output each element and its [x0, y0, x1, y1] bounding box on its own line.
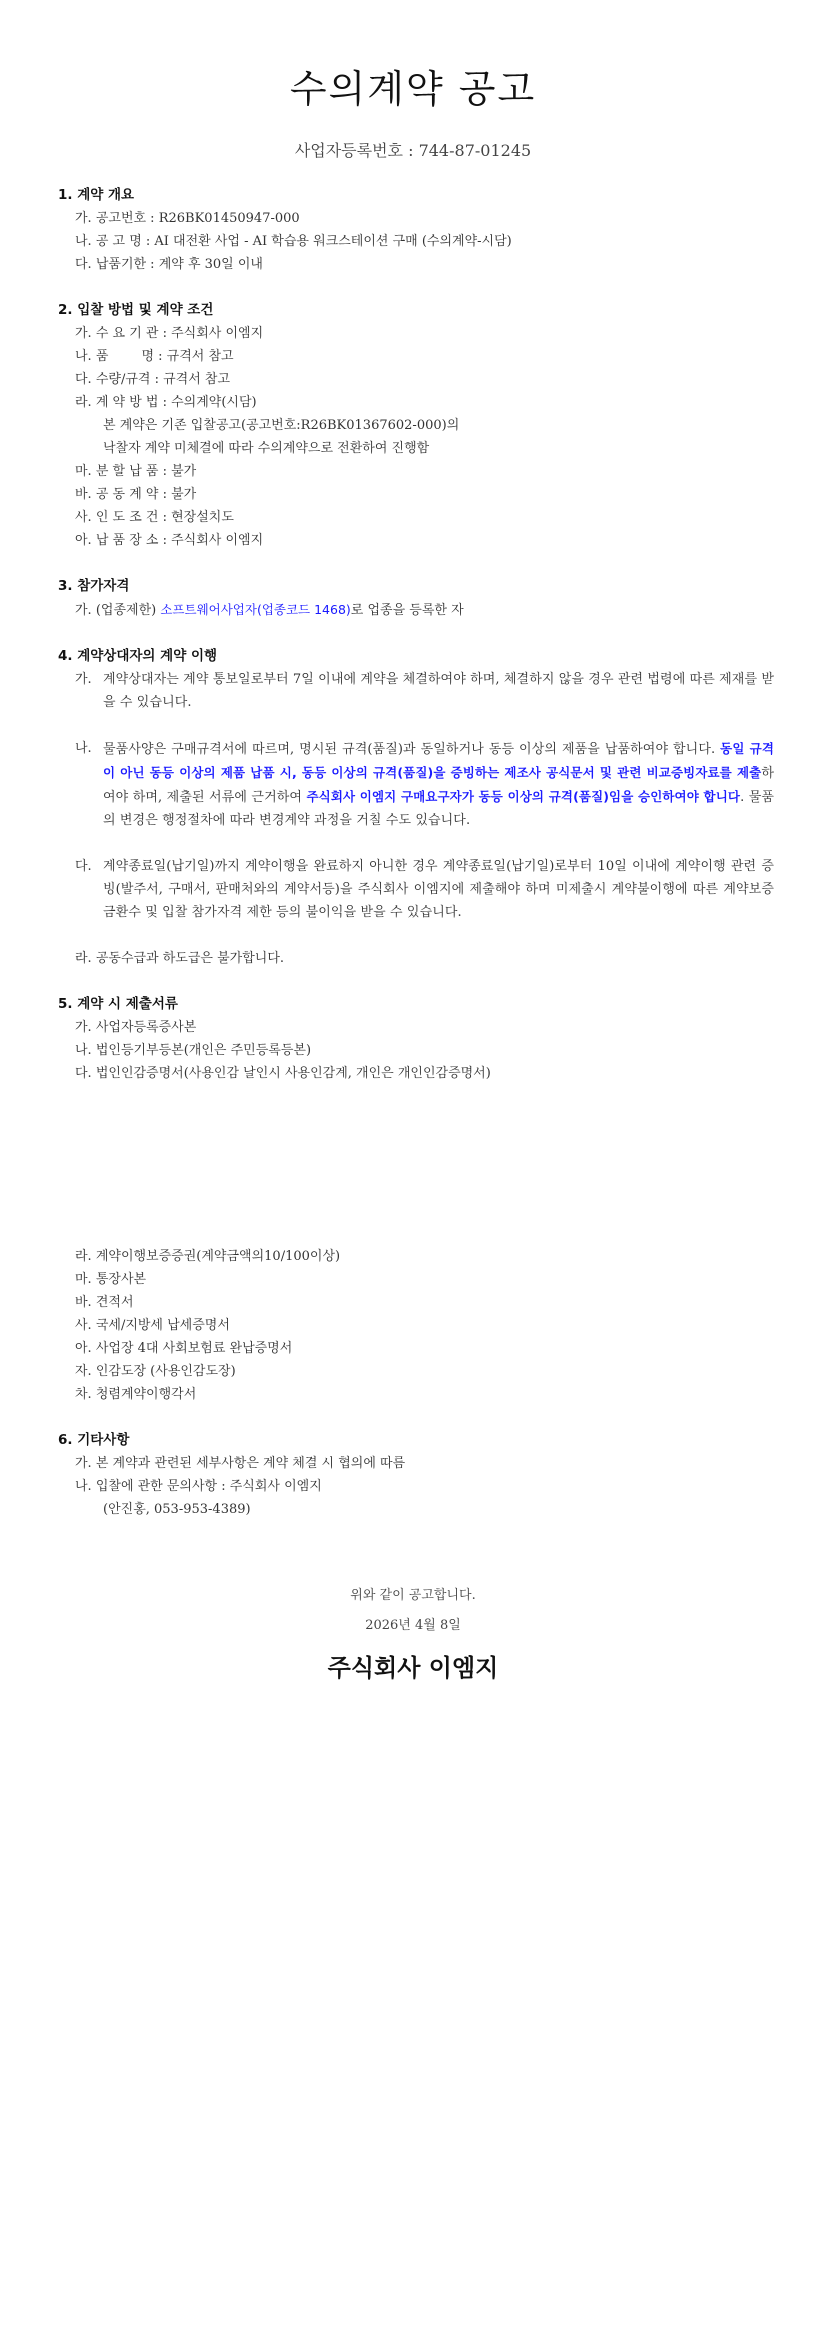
- s2-item-c: 다. 수량/규격 : 규격서 참고: [75, 372, 231, 387]
- s5-item-c: 다. 법인인감증명서(사용인감 날인시 사용인감계, 개인은 개인인감증명서): [75, 1066, 491, 1081]
- s2-item-b: 나. 품 명 : 규격서 참고: [75, 349, 234, 364]
- s2-item-a: 가. 수 요 기 관 : 주식회사 이엠지: [75, 326, 264, 341]
- s5-item-b: 나. 법인등기부등본(개인은 주민등록등본): [75, 1043, 312, 1058]
- s2-item-e: 마. 분 할 납 품 : 불가: [75, 464, 197, 479]
- s2-item-g: 사. 인 도 조 건 : 현장설치도: [75, 510, 234, 525]
- section-5-title: 5. 계약 시 제출서류: [58, 996, 178, 1012]
- s3-industry-code: 소프트웨어사업자(업종코드 1468): [160, 602, 351, 617]
- s4-b-text-3: . 물품의 변경은 행정절차에 따라 변경계약 과정을 거칠 수도 있습니다.: [103, 790, 775, 828]
- s4-item-b: [58, 737, 774, 832]
- s4-item-a-label: 가.: [75, 672, 92, 687]
- notice-date: 2026년 4월 8일: [365, 1618, 461, 1633]
- business-registration-number: 사업자등록번호 : 744-87-01245: [294, 141, 532, 160]
- closing-statement: 위와 같이 공고합니다.: [350, 1588, 476, 1603]
- s5-item-d: 라. 계약이행보증증권(계약금액의10/100이상): [75, 1249, 341, 1264]
- s5-item-j: 차. 청렴계약이행각서: [75, 1387, 197, 1402]
- s3-item-a-suffix: 로 업종을 등록한 자: [350, 603, 464, 618]
- s4-b-text-1: 물품사양은 구매규격서에 따르며, 명시된 규격(품질)과 동일하거나 동등 이상의 제품을 납품하여야 합니다.: [103, 742, 721, 757]
- page-title: 수의계약 공고: [289, 67, 537, 111]
- s5-item-i: 자. 인감도장 (사용인감도장): [75, 1364, 236, 1379]
- s4-item-c: [58, 855, 774, 924]
- s5-item-f: 바. 견적서: [75, 1295, 134, 1310]
- notice-body: [58, 184, 774, 1521]
- s4-b-highlight-1: 동일 규격이 아닌 동등 이상의 제품 납품 시, 동등 이상의 규격(품질)을 증빙하는 제조사 공식문서 및 관련 비교증빙자료를 제출: [103, 741, 774, 780]
- section-4-title: 4. 계약상대자의 계약 이행: [58, 648, 218, 664]
- s5-item-e: 마. 통장사본: [75, 1272, 147, 1287]
- s3-item-a: [58, 598, 774, 622]
- s4-item-d: 라. 공동수급과 하도급은 불가합니다.: [75, 951, 285, 966]
- s2-item-d: 라. 계 약 방 법 : 수의계약(시담): [75, 395, 257, 410]
- company-name: 주식회사 이엠지: [327, 1654, 499, 1682]
- s4-item-c-label: 다.: [75, 859, 92, 874]
- s5-item-h: 아. 사업장 4대 사회보험료 완납증명서: [75, 1341, 293, 1356]
- s1-item-b: 나. 공 고 명 : AI 대전환 사업 - AI 학습용 워크스테이션 구매 (수의계약-시담): [75, 234, 512, 249]
- s6-item-b: 나. 입찰에 관한 문의사항 : 주식회사 이엠지: [75, 1479, 322, 1494]
- section-1-title: 1. 계약 개요: [58, 187, 135, 203]
- s6-item-a: 가. 본 계약과 관련된 세부사항은 계약 체결 시 협의에 따름: [75, 1456, 406, 1471]
- s3-item-a-prefix: 가. (업종제한): [75, 603, 161, 618]
- s4-item-c-text: 계약종료일(납기일)까지 계약이행을 완료하지 아니한 경우 계약종료일(납기일)로부터 10일 이내에 계약이행 관련 증빙(발주서, 구매서, 판매처와의 계약서등)을 주식회사 이엠지에 제출해야 하며 미제출시 계약불이행에 따른 계약보증금환수 및 입찰 참가자격 제한 등의 불이익을 받을 수 있습니다.: [103, 859, 774, 920]
- s5-item-g: 사. 국세/지방세 납세증명서: [75, 1318, 230, 1333]
- s4-item-b-label: 나.: [75, 741, 92, 756]
- s4-item-a-text: 계약상대자는 계약 통보일로부터 7일 이내에 계약을 체결하여야 하며, 체결하지 않을 경우 관련 법령에 따른 제재를 받을 수 있습니다.: [103, 672, 775, 710]
- s2-item-d-note-1: 본 계약은 기존 입찰공고(공고번호:R26BK01367602-000)의: [103, 418, 460, 433]
- s5-item-a: 가. 사업자등록증사본: [75, 1020, 197, 1035]
- s6-contact: (안진홍, 053-953-4389): [103, 1502, 251, 1517]
- s4-item-b-text: [103, 737, 774, 832]
- s2-item-f: 바. 공 동 계 약 : 불가: [75, 487, 197, 502]
- s1-item-a: 가. 공고번호 : R26BK01450947-000: [75, 211, 300, 226]
- s2-item-h: 아. 납 품 장 소 : 주식회사 이엠지: [75, 533, 264, 548]
- s4-b-text-2: 하여야 하며, 제출된 서류에 근거하여: [103, 766, 774, 805]
- section-3-title: 3. 참가자격: [58, 578, 130, 594]
- s1-item-c: 다. 납품기한 : 계약 후 30일 이내: [75, 257, 263, 272]
- section-2-title: 2. 입찰 방법 및 계약 조건: [58, 302, 214, 318]
- s4-item-a: [58, 668, 774, 714]
- s2-item-d-note-2: 낙찰자 계약 미체결에 따라 수의계약으로 전환하여 진행함: [103, 441, 430, 456]
- section-6-title: 6. 기타사항: [58, 1432, 130, 1448]
- s4-b-highlight-2: 주식회사 이엠지 구매요구자가 동등 이상의 규격(품질)임을 승인하여야 합니다: [306, 789, 741, 804]
